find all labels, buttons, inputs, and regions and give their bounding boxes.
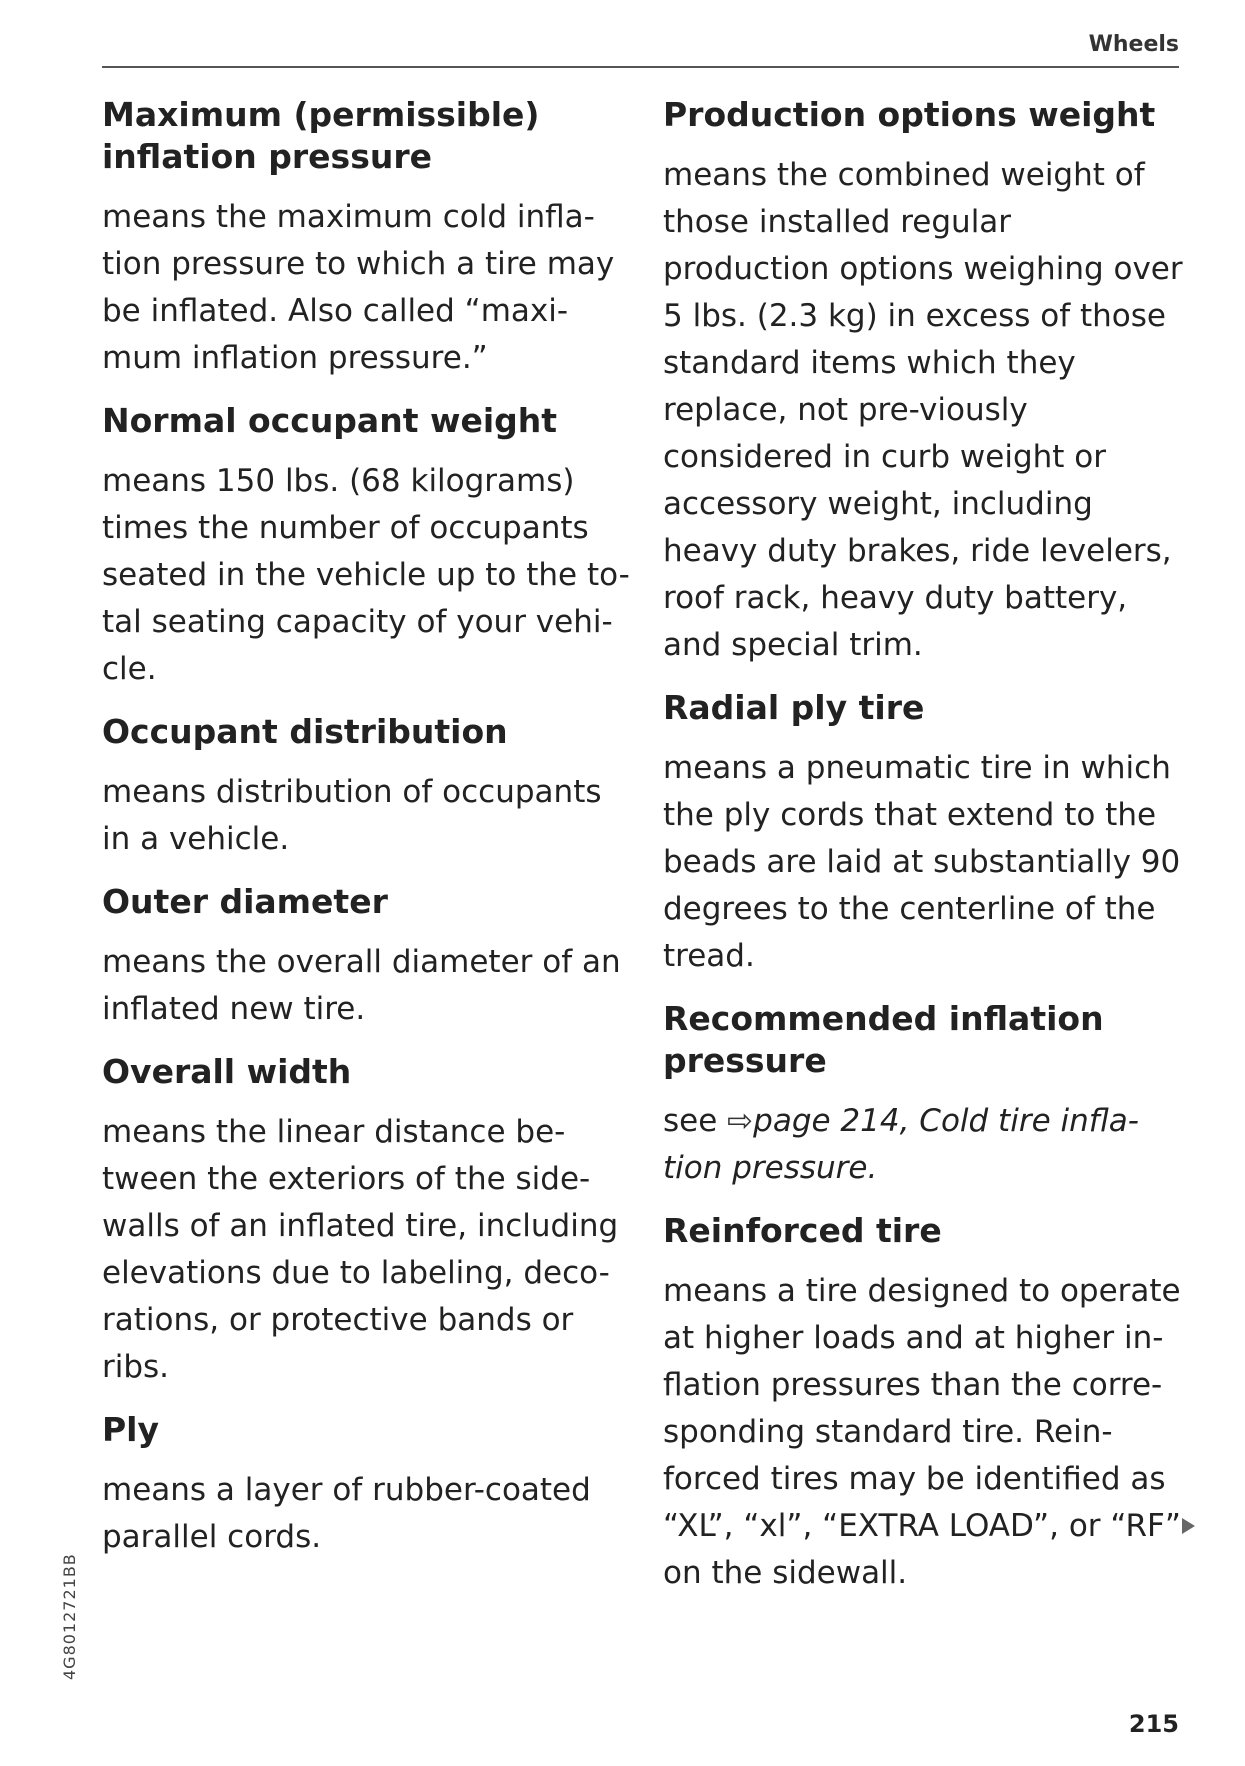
- entry-definition: means the overall diameter of an inflated new tire.: [102, 944, 621, 1027]
- entry-term: Outer diameter: [102, 882, 388, 921]
- definition-prefix: see: [663, 1103, 718, 1139]
- section-title: Wheels: [1088, 32, 1179, 57]
- glossary-entry: [102, 1409, 632, 1561]
- entry-term: Overall width: [102, 1052, 352, 1091]
- glossary-entry: [663, 687, 1183, 980]
- glossary-entry: [663, 998, 1183, 1192]
- glossary-entry: [102, 94, 632, 382]
- entry-definition: means the linear distance be-tween the exteriors of the side-walls of an inflated tire, including elevations due to labeling, deco-rations, or protective bands or ribs.: [102, 1114, 619, 1385]
- glossary-entry: [102, 881, 632, 1033]
- cross-reference-arrow-icon: ⇨: [727, 1103, 754, 1139]
- glossary-entry: [102, 400, 632, 693]
- continue-arrow-icon: [1182, 1518, 1195, 1534]
- header-divider: [102, 66, 1179, 68]
- entry-term: Maximum (permissible) inflation pressure: [102, 95, 540, 176]
- entry-definition: means a pneumatic tire in which the ply cords that extend to the beads are laid at substantially 90 degrees to the centerline of the tread.: [663, 750, 1181, 974]
- glossary-entry: [102, 711, 632, 863]
- entry-term: Reinforced tire: [663, 1211, 942, 1250]
- document-code: 4G8012721BB: [60, 1553, 79, 1680]
- entry-term: Occupant distribution: [102, 712, 508, 751]
- right-column: [663, 94, 1183, 1615]
- entry-definition: means distribution of occupants in a vehicle.: [102, 774, 602, 857]
- glossary-entry: [102, 1051, 632, 1391]
- entry-term: Recommended inflation pressure: [663, 999, 1104, 1080]
- entry-definition: means 150 lbs. (68 kilograms) times the number of occupants seated in the vehicle up to the to-tal seating capacity of your vehi-cle.: [102, 463, 630, 687]
- entry-definition: means the combined weight of those installed regular production options weighing over 5 lbs. (2.3 kg) in excess of those standard items which they replace, not pre-viously considered in curb weight or accessory weight, including heavy duty brakes, ride levelers, roof rack, heavy duty battery, and special trim.: [663, 157, 1183, 663]
- glossary-entry: [663, 94, 1183, 669]
- entry-definition: [663, 1098, 1183, 1192]
- left-column: [102, 94, 632, 1579]
- entry-term: Production options weight: [663, 95, 1156, 134]
- entry-term: Ply: [102, 1410, 160, 1449]
- page-number: 215: [1128, 1710, 1179, 1738]
- entry-definition: means the maximum cold infla-tion pressure to which a tire may be inflated. Also called “maxi-mum inflation pressure.”: [102, 199, 615, 376]
- page-reference-link[interactable]: page 214, Cold tire infla-tion pressure.: [663, 1103, 1139, 1186]
- entry-definition: means a layer of rubber-coated parallel cords.: [102, 1472, 591, 1555]
- glossary-entry: [663, 1210, 1183, 1597]
- entry-definition: means a tire designed to operate at higher loads and at higher in-flation pressures than the corre-sponding standard tire. Rein-forced tires may be identified as “XL”, “xl”, “EXTRA LOAD”, or “RF” on the sidewall.: [663, 1273, 1181, 1591]
- entry-term: Normal occupant weight: [102, 401, 558, 440]
- entry-term: Radial ply tire: [663, 688, 925, 727]
